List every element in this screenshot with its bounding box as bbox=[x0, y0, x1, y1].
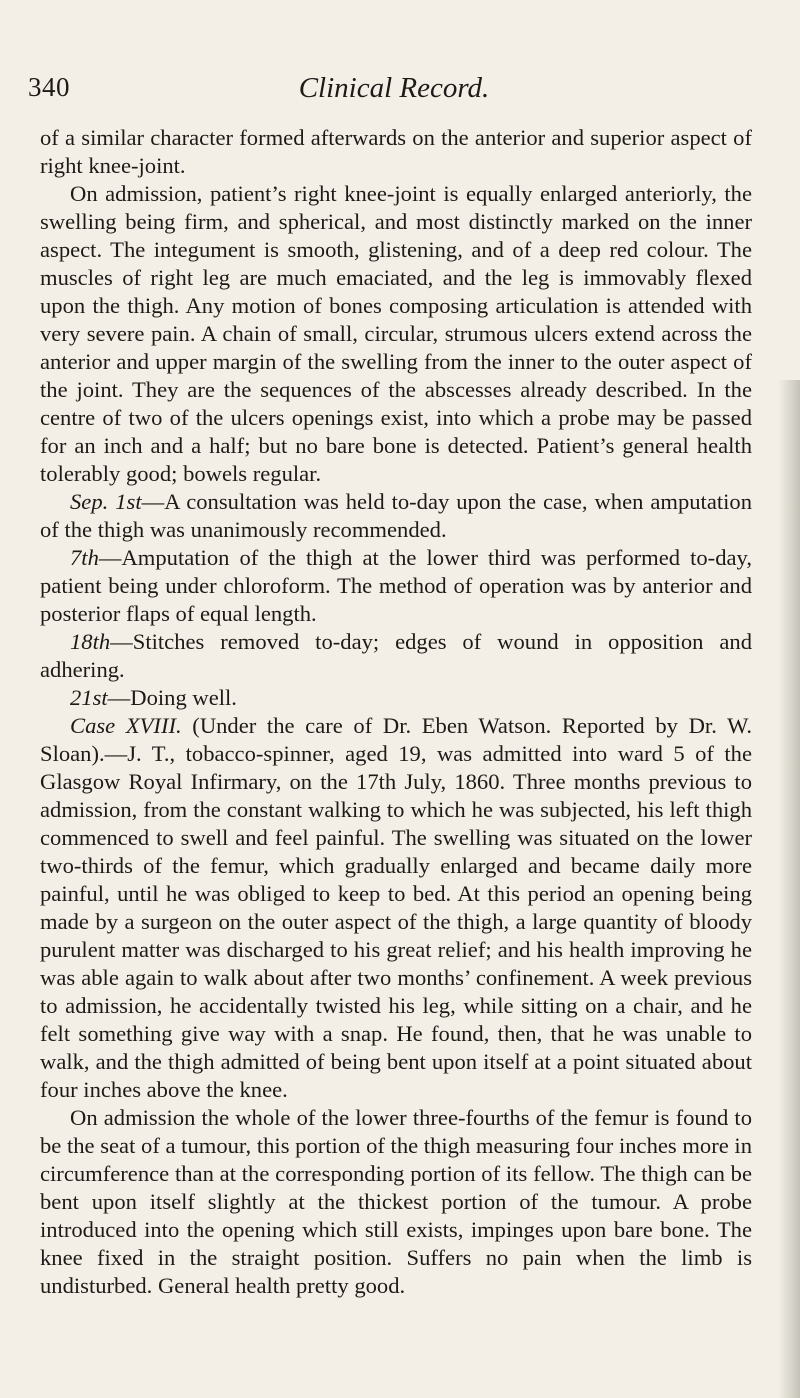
body-text bbox=[40, 124, 752, 1300]
date-lead: 7th bbox=[70, 545, 99, 570]
paragraph-sep-1st: Sep. 1st—A consultation was held to-day upon the case, when amputation of the thigh was unanimously recommended. bbox=[40, 489, 752, 542]
date-lead: 21st bbox=[70, 685, 108, 710]
paragraph-18th: 18th—Stitches removed to-day; edges of wound in opposition and adhering. bbox=[40, 629, 752, 682]
paragraph-21st: 21st—Doing well. bbox=[70, 685, 237, 710]
running-head: Clinical Record. bbox=[298, 72, 490, 104]
paragraph-admission: On admission, patient’s right knee-joint is equally enlarged anteriorly, the swelling being firm, and spherical, and most distinctly marked on the inner aspect. The integument is smooth, glistening, and of a deep red colour. The muscles of right leg are much emaciated, and the leg is immovably flexed upon the thigh. Any motion of bones composing articulation is attended with very severe pain. A chain of small, circular, strumous ulcers extend across the anterior and upper margin of the swelling from the inner to the outer aspect of the joint. They are the sequences of the abscesses already described. In the centre of two of the ulcers openings exist, into which a probe may be passed for an inch and a half; but no bare bone is detected. Patient’s general health tolerably good; bowels regular. bbox=[40, 181, 752, 486]
page-header bbox=[28, 72, 760, 112]
date-lead: Sep. 1st bbox=[70, 489, 142, 514]
page-edge-shadow bbox=[778, 380, 800, 1398]
paragraph-7th: 7th—Amputation of the thigh at the lower third was performed to-day, patient being under chloroform. The method of operation was by anterior and posterior flaps of equal length. bbox=[40, 545, 752, 626]
date-lead: 18th bbox=[70, 629, 111, 654]
paragraph-case-xviii: Case XVIII. (Under the care of Dr. Eben Watson. Reported by Dr. W. Sloan).—J. T., tobacco-spinner, aged 19, was admitted into ward 5 of the Glasgow Royal Infirmary, on the 17th July, 1860. Three months previous to admission, from the constant walking to which he was subjected, his left thigh commenced to swell and feel painful. The swelling was situated on the lower two-thirds of the femur, which gradually enlarged and became daily more painful, until he was obliged to keep to bed. At this period an opening being made by a surgeon on the outer aspect of the thigh, a large quantity of bloody purulent matter was discharged to his great relief; and his health improving he was able again to walk about after two months’ confinement. A week previous to admission, he accidentally twisted his leg, while sitting on a chair, and he felt something give way with a snap. He found, then, that he was unable to walk, and the thigh admitted of being bent upon itself at a point situated about four inches above the knee. bbox=[40, 713, 752, 1102]
paragraph-admission-findings: On admission the whole of the lower three-fourths of the femur is found to be the seat of a tumour, this portion of the thigh measuring four inches more in circumference than at the corresponding portion of its fellow. The thigh can be bent upon itself slightly at the thickest portion of the tumour. A probe introduced into the opening which still exists, impinges upon bare bone. The knee fixed in the straight position. Suffers no pain when the limb is undisturbed. General health pretty good. bbox=[40, 1105, 752, 1298]
page-number: 340 bbox=[28, 72, 70, 102]
case-lead: Case XVIII. bbox=[70, 713, 182, 738]
paragraph-continuation: of a similar character formed afterwards on the anterior and superior aspect of right knee-joint. bbox=[40, 125, 752, 178]
